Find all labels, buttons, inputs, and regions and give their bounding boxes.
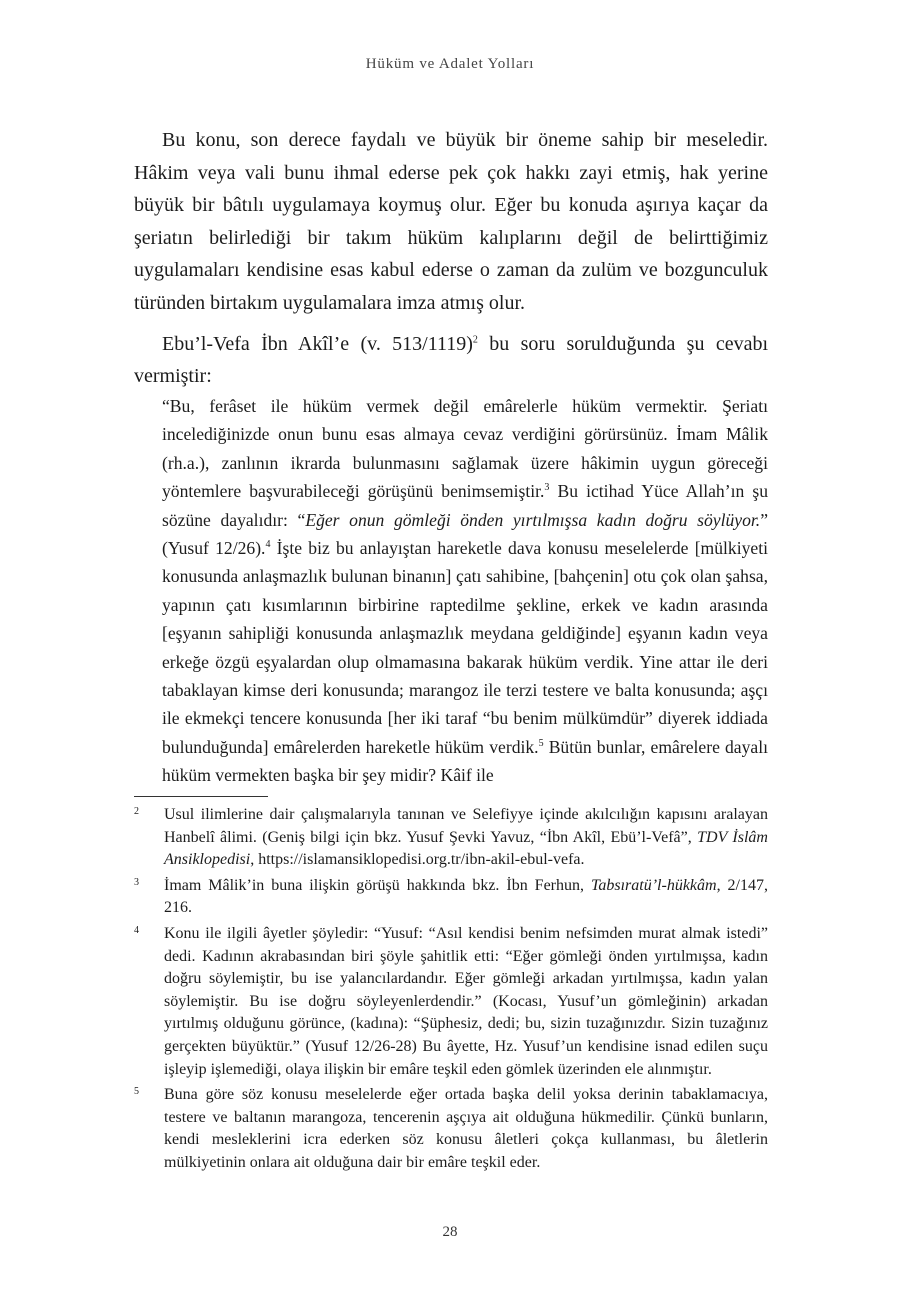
footnote-italic: Tabsıratü’l-hükkâm — [590, 876, 717, 894]
footnote-4 — [134, 923, 768, 1081]
quote-text-2: Bu ictihad Yüce Allah’ın şu sözüne dayalıdır: “ — [162, 481, 768, 530]
paragraph-2-text-b: bu soru sorulduğunda şu cevabı vermiştir: — [134, 332, 769, 388]
page-number: 28 — [442, 1224, 458, 1240]
quote-text-4: İşte biz bu anlayıştan hareketle dava konusu meselelerde [mülkiyeti konusunda anlaşmazlık bulunan binanın] çatı sahibine, [bahçenin] otu çok olan şahsa, yapının çatı kısımlarının birbirine raptedilme şekline, erkek ve kadın arasında [eşyanın sahipliği konusunda anlaşmazlık meydana geldiğinde] eşyanın kadın veya erkeğe özgü eşyalardan olup olmamasına bakarak hüküm verdik. Yine attar ile deri tabaklayan kimse deri konusunda; marangoz ile terzi testere ve balta konusunda; aşçı ile ekmekçi tencere konusunda [her iki taraf “bu benim mülkümdür” diyerek iddiada bulunduğunda] emârelerden hareketle hüküm verdik. — [162, 538, 768, 757]
footnote-ref-5[interactable]: 5 — [538, 738, 544, 750]
footnote-number: 4 — [134, 924, 139, 936]
footnote-ref-4[interactable]: 4 — [265, 539, 271, 551]
footnote-number: 3 — [134, 876, 139, 888]
body-text — [134, 124, 768, 401]
running-title: Hüküm ve Adalet Yolları — [365, 56, 535, 72]
verse-italic: Eğer onun gömleği önden yırtılmışsa kadın doğru söylüyor. — [305, 509, 761, 530]
footnote-text: Buna göre söz konusu meselelerde eğer ortada başka delil yoksa derinin tabaklamacıya, testere ve baltanın marangoza, tencerenin aşçıya ait olduğuna hükmedilir. Çünkü bunların, kendi mesleklerini icra ederken söz konusu âletleri çokça kullanması, bu âletlerin mülkiyetinin onlara ait olduğuna dair bir emâre teşkil eder. — [164, 1086, 768, 1171]
quote-paragraph — [162, 392, 768, 790]
footnote-ref-3[interactable]: 3 — [544, 482, 550, 494]
footnotes — [134, 804, 768, 1178]
footnote-italic: TDV İslâm Ansiklopedisi — [164, 828, 768, 869]
paragraph-2-text-a: Ebu’l-Vefa İbn Akîl’e (v. 513/1119) — [162, 332, 473, 355]
quote-text-5: Bütün bunlar, emârelere dayalı hüküm vermekten başka bir şey midir? Kâif ile — [162, 736, 768, 786]
footnote-divider — [134, 796, 268, 797]
paragraph-1: Bu konu, son derece faydalı ve büyük bir öneme sahip bir meseledir. Hâkim veya vali bunu ihmal ederse pek çok hakkı zayi etmiş, hak yerine büyük bir bâtılı uygulamaya koymuş olur. Eğer bu konuda aşırıya kaçar da şeriatın belirlediği bir takım hüküm kalıplarını değil de belirttiğimiz uygulamaları kendisine esas kabul ederse o zaman da zulüm ve bozgunculuk türünden birtakım uygulamalara imza atmış olur. — [134, 129, 768, 314]
footnote-text-link[interactable]: , https://islamansiklopedisi.org.tr/ibn-akil-ebul-vefa. — [250, 851, 585, 869]
quote-text-1: “Bu, ferâset ile hüküm vermek değil emârelerle hüküm vermektir. Şeriatı incelediğinizde onun bunu esas almaya cevaz verdiğini görürsünüz. İmam Mâlik (rh.a.), zanlının ikrarda bulunmasını sağlamak üzere hâkimin uygun göreceği yöntemlere başvurabileceği görüşünü benimsemiştir. — [162, 396, 768, 502]
footnote-text: İmam Mâlik’in buna ilişkin görüşü hakkında bkz. İbn Ferhun, — [164, 876, 591, 894]
paragraph-2 — [134, 328, 768, 393]
footnote-2 — [134, 804, 768, 872]
footnote-ref-2[interactable]: 2 — [472, 333, 478, 345]
footnote-text: Usul ilimlerine dair çalışmalarıyla tanınan ve Selefiyye içinde akılcılığın kapısını aralayan Hanbelî âlimi. (Geniş bilgi için bkz. Yusuf Şevki Yavuz, “İbn Akîl, Ebü’l-Vefâ”, — [164, 806, 768, 846]
block-quote — [162, 392, 768, 790]
footnote-number: 5 — [134, 1086, 139, 1098]
footnote-3 — [134, 875, 768, 920]
footnote-text: Konu ile ilgili âyetler şöyledir: “Yusuf: “Asıl kendisi benim nefsimden murat almak istedi” dedi. Kadının akrabasından biri şöyle şahitlik etti: “Eğer gömleği önden yırtılmışsa, kadın doğru söylemiştir, bu ise yalancılardandır. Eğer gömleği arkadan yırtılmışsa, kadın yalan söylemiştir. Bu ise doğru söyleyenlerdendir.” (Kocası, Yusuf’un gömleğinin) arkadan yırtılmış olduğunu görünce, (kadına): “Şüphesiz, dedi; bu, sizin tuzağınızdır. Sizin tuzağınız gerçekten büyüktür.” (Yusuf 12/26-28) Bu âyette, Hz. Yusuf’un kendisine isnad edilen suçu işleyip işlemediği, olaya ilişkin bir emâre teşkil eden gömlek üzerinden ele alınmıştır. — [164, 924, 768, 1078]
footnote-5 — [134, 1084, 768, 1174]
footnote-number: 2 — [134, 806, 139, 817]
footnote-text-end: , 2/147, 216. — [164, 876, 768, 917]
quote-text-3: ” (Yusuf 12/26). — [162, 509, 768, 559]
